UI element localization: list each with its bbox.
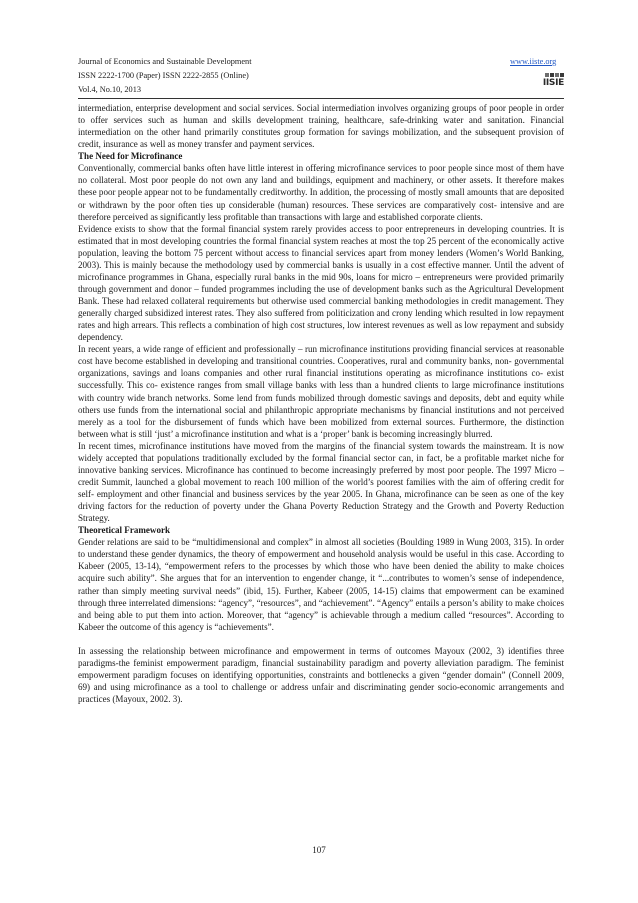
journal-volume: Vol.4, No.10, 2013 (78, 85, 141, 94)
heading-theoretical-framework: Theoretical Framework (78, 525, 171, 536)
page-number: 107 (312, 845, 326, 855)
iiste-logo (536, 73, 564, 91)
logo-text: IISIE (542, 78, 564, 88)
header-divider (78, 98, 564, 99)
paragraph-gender-relations: Gender relations are said to be “multidimensional and complex” in almost all societies (Boulding 1989 in Wung 2003, 315). In order to understand these gender dynamics, the theory of empowerment and household analysis would be useful in this case. According to Kabeer (2005, 13-14), “empowerment refers to the processes by which those who have been denied the ability to make choices acquire such ability”. She argues that for an intervention to engender change, it “...contributes to women’s sense of independence, rather than simply meeting survival needs” (ibid, 15). Further, Kabeer (2005, 14-15) claims that empowerment can be examined through three interrelated dimensions: “agency”, “resources”, and “achievement”. “Agency” entails a person’s ability to make choices and being able to put them into action. Moreover, that “agency” is achievable through a medium called “resources”. According to Kabeer the outcome of this agency is “achievements”. (78, 537, 564, 632)
paragraph-recent-times: In recent times, microfinance institutions have moved from the margins of the financial system towards the mainstream. It is now widely accepted that populations traditionally excluded by the formal financial sector can, in fact, be a profitable market niche for innovative banking services. Microfinance has continued to become increasingly preferred by most poor people. The 1997 Micro – credit Summit, launched a global movement to reach 100 million of the world’s poorest families with the aim of offering credit for self- employment and other financial and business services by the year 2005. In Ghana, microfinance can be seen as one of the key driving factors for the reduction of poverty under the Ghana Poverty Reduction Strategy and the Growth and Poverty Reduction Strategy. (78, 440, 564, 524)
article-body (78, 102, 564, 705)
journal-title: Journal of Economics and Sustainable Development (78, 57, 252, 66)
paragraph-intermediation: intermediation, enterprise development and social services. Social intermediation involves organizing groups of poor people in order to offer services such as human and skills development training, healthcare, safe-drinking water and sanitation. Financial intermediation on the other hand primarily constitutes group formation for savings mobilization, and the subsequent provision of credit, insurance as well as money transfer and payment services. (78, 103, 564, 150)
paragraph-commercial-banks: Conventionally, commercial banks often have little interest in offering microfinance services to poor people since most of them have no collateral. Most poor people do not own any land and buildings, equipment and machinery, or other assets. It therefore makes these poor people appear not to be fundamentally creditworthy. In addition, the processing of mostly small amounts that are deposited or withdrawn by the poor often ties up considerable (human) resources. These services are comparatively cost- intensive and are therefore perceived as significantly less profitable than transactions with large and established corporate clients. (78, 163, 564, 222)
logo-mark-icon (545, 73, 564, 77)
paragraph-assessing-relationship: In assessing the relationship between microfinance and empowerment in terms of outcomes Mayoux (2002, 3) identifies three paradigms-the feminist empowerment paradigm, financial sustainability paradigm and poverty alleviation paradigm. The feminist empowerment paradigm focuses on identifying opportunities, constraints and bottlenecks a given “gender domain” (Connell 2009, 69) and using microfinance as a tool to challenge or address unfair and discriminating gender socio-economic arrangements and practices (Mayoux, 2002. 3). (78, 645, 564, 704)
journal-url-link[interactable]: www.iiste.org (510, 57, 557, 66)
paragraph-evidence: Evidence exists to show that the formal financial system rarely provides access to poor entrepreneurs in developing countries. It is estimated that in most developing countries the formal financial system reaches at most the top 25 percent of the economically active population, leaving the bottom 75 percent without access to financial services apart from money lenders (Women’s World Banking, 2003). This is mainly because the methodology used by commercial banks is usually in a cost effective manner. Until the advent of microfinance programmes in Ghana, especially rural banks in the mid 90s, loans for micro – entrepreneurs were provided primarily through government and donor – funded programmes including the use of development banks such as the Agricultural Development Bank. These had relaxed collateral requirements but otherwise used commercial banking methodologies in credit management. They generally charged subsidized interest rates. They also suffered from politicization and crony lending which resulted in low repayment rates and high arrears. This reflects a combination of high cost structures, low interest revenues as well as low repayment and subsidy dependency. (78, 223, 564, 343)
page-header (78, 55, 562, 99)
paragraph-recent-years: In recent years, a wide range of efficient and professionally – run microfinance institutions providing financial services at reasonable cost have become established in developing and transitional countries. Cooperatives, rural and community banks, non- governmental organizations, savings and loans companies and other rural financial institutions operating as microfinance institutions co- exist successfully. This co- existence ranges from small village banks with less than a hundred clients to large microfinance institutions with country wide branch networks. Some lend from funds mobilized through domestic savings and deposits, debt and equity while others use funds from the international social and philanthropic appropriate mechanisms by financial institutions and not perceived merely as a tool for the disbursement of funds which have been mobilized from external sources. Furthermore, the distinction between what is still ‘just’ a microfinance institution and what is a ‘proper’ bank is becoming increasingly blurred. (78, 344, 564, 439)
journal-issn: ISSN 2222-1700 (Paper) ISSN 2222-2855 (Online) (78, 71, 249, 80)
heading-need-for-microfinance: The Need for Microfinance (78, 151, 183, 162)
